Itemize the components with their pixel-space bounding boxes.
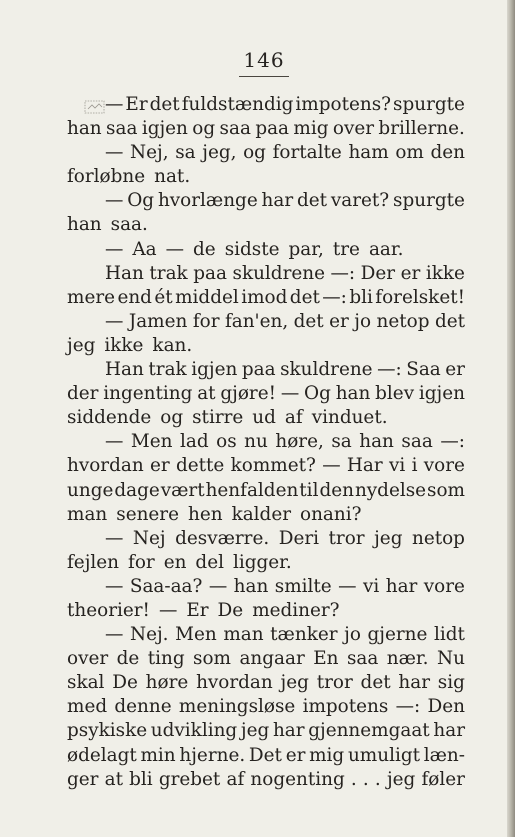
word: — <box>105 575 124 597</box>
word: det <box>434 310 465 332</box>
word: kalder <box>231 503 291 525</box>
word: netop <box>411 527 465 549</box>
text-line <box>67 262 465 286</box>
word: lad <box>179 431 209 453</box>
word: gjerne <box>367 624 428 646</box>
word: angaar <box>239 648 305 670</box>
text-line <box>67 358 465 382</box>
word: det <box>360 672 391 694</box>
word: ud <box>252 407 276 429</box>
text-line <box>67 623 465 647</box>
word: og <box>160 407 184 429</box>
word: saa <box>346 648 379 670</box>
word: jeg <box>374 527 403 549</box>
word: gjennemgaat <box>308 720 430 742</box>
word: jo <box>344 624 361 646</box>
word: tror <box>316 672 353 694</box>
text-line <box>67 310 465 334</box>
word: siddende <box>67 407 152 429</box>
word: — <box>280 383 300 405</box>
word: ingenting <box>103 383 193 405</box>
word: nydelse <box>354 479 427 501</box>
word: ger <box>67 768 99 790</box>
word: ligger. <box>232 551 292 573</box>
word: om <box>395 142 424 164</box>
word: er <box>445 359 465 381</box>
word: jeg, <box>202 142 237 164</box>
word: desværre. <box>175 527 270 549</box>
word: jeg <box>280 672 309 694</box>
word: ikke <box>425 262 465 284</box>
word: mig <box>293 118 329 140</box>
word: der <box>67 383 99 405</box>
word: Nej. <box>130 624 169 646</box>
page-edge-shadow <box>507 0 515 837</box>
text-line <box>67 744 465 768</box>
word: saa <box>401 431 433 453</box>
word: netop <box>376 310 430 332</box>
word: igjen <box>191 359 238 381</box>
word: onani? <box>300 503 362 525</box>
text-line <box>67 382 465 406</box>
word: har <box>385 575 418 597</box>
word: Nu <box>436 648 465 670</box>
word: bli <box>129 768 153 790</box>
word: umuligt <box>347 744 420 766</box>
word: os <box>216 431 237 453</box>
text-line <box>67 406 465 430</box>
body-text <box>67 93 465 792</box>
word: han <box>67 214 102 236</box>
word: stirre <box>192 407 244 429</box>
word: han <box>359 431 394 453</box>
text-line <box>67 165 465 189</box>
word: vært <box>160 479 205 501</box>
text-line <box>67 527 465 551</box>
word: er <box>150 455 170 477</box>
word: imod <box>241 286 288 308</box>
word: Deri <box>278 527 320 549</box>
word: tre <box>332 238 360 260</box>
word: — <box>322 455 341 477</box>
page-number-rule <box>239 76 289 77</box>
word: mediner? <box>252 599 340 621</box>
word: gjøre! <box>220 383 276 405</box>
word: saa. <box>110 214 148 236</box>
word: han <box>67 118 102 140</box>
word: den <box>430 142 465 164</box>
word: unge <box>67 479 114 501</box>
text-line <box>67 671 465 695</box>
word: Har <box>346 455 383 477</box>
word: De <box>217 599 244 621</box>
word: vi <box>363 575 380 597</box>
text-line <box>67 479 465 503</box>
word: —: <box>330 262 356 284</box>
word: ham <box>348 142 389 164</box>
word: skuldrene <box>280 359 373 381</box>
word: at <box>104 768 123 790</box>
word: sa <box>175 142 196 164</box>
word: jeg <box>240 720 270 742</box>
word: — <box>165 238 185 260</box>
word: af <box>284 407 303 429</box>
word: man <box>223 624 264 646</box>
word: Den <box>427 696 465 718</box>
word: man <box>67 503 108 525</box>
word: dette <box>176 455 225 477</box>
word: det <box>149 94 180 115</box>
word: — <box>105 431 124 453</box>
word: Nej, <box>130 142 169 164</box>
text-line <box>67 238 465 262</box>
word: Det <box>248 744 282 766</box>
text-line <box>67 93 465 117</box>
word: kommet? <box>230 455 316 477</box>
word: over <box>67 648 109 670</box>
text-line <box>67 599 465 623</box>
word: læn- <box>423 744 465 766</box>
word: føler <box>421 768 465 790</box>
word: smilte <box>274 575 332 597</box>
word: Saa <box>406 359 441 381</box>
text-line <box>67 334 465 358</box>
word: Han <box>105 262 144 284</box>
word: meningsløse <box>178 696 296 718</box>
word: Aa <box>132 238 157 260</box>
text-line <box>67 454 465 478</box>
word: trak <box>148 359 187 381</box>
page-number: 146 <box>243 48 285 72</box>
word: sidste <box>224 238 280 260</box>
word: vinduet. <box>311 407 388 429</box>
word: fan'en, <box>224 310 289 332</box>
word: dage <box>114 479 160 501</box>
word: han <box>335 383 371 405</box>
word: — <box>105 238 124 260</box>
word: mere <box>67 286 115 308</box>
word: aar. <box>368 238 404 260</box>
word: ikke <box>104 334 144 356</box>
word: bli <box>349 286 373 308</box>
word: og <box>243 142 266 164</box>
word: nat. <box>154 166 191 188</box>
word: Nej <box>132 527 166 549</box>
word: ødelagt <box>67 744 137 766</box>
word: theorier! <box>67 599 150 621</box>
word: fejlen <box>67 551 120 573</box>
word: henfalden <box>205 479 299 501</box>
text-line <box>67 719 465 743</box>
word: hen <box>187 503 223 525</box>
word: som <box>427 479 465 501</box>
word: er <box>400 262 421 284</box>
word: som <box>193 648 231 670</box>
word: Er <box>125 94 148 115</box>
word: ting <box>147 648 185 670</box>
text-line <box>67 647 465 671</box>
word: fuldstændig <box>181 94 294 115</box>
word: senere <box>116 503 179 525</box>
text-line <box>67 551 465 575</box>
word: hvordan <box>67 455 144 477</box>
word: Og <box>304 383 331 405</box>
word: saa <box>106 118 138 140</box>
word: i <box>411 455 418 477</box>
word: har <box>261 190 294 212</box>
word: vore <box>423 455 465 477</box>
word: de <box>193 238 216 260</box>
word: Men <box>175 624 217 646</box>
word: har <box>398 672 430 694</box>
word: — <box>105 142 124 164</box>
word: min <box>140 744 176 766</box>
word: Er <box>186 599 209 621</box>
word: De <box>112 672 138 694</box>
word: psykiske <box>67 720 148 742</box>
word: impotens <box>302 696 389 718</box>
word: er <box>285 744 306 766</box>
word: det <box>293 310 324 332</box>
word: —: <box>322 286 347 308</box>
word: vore <box>423 575 465 597</box>
word: hjerne. <box>179 744 246 766</box>
word: med <box>67 696 108 718</box>
word: forelsket! <box>375 286 465 308</box>
text-line <box>67 141 465 165</box>
text-line <box>67 503 465 527</box>
text-line <box>67 695 465 719</box>
word: — <box>105 190 124 212</box>
word: fortalte <box>272 142 342 164</box>
word: . <box>362 768 369 790</box>
word: kan. <box>152 334 193 356</box>
word: Men <box>130 431 173 453</box>
word: høre, <box>275 431 324 453</box>
word: den <box>319 479 354 501</box>
word: del <box>195 551 224 573</box>
word: til <box>299 479 319 501</box>
word: — <box>158 599 178 621</box>
word: hvordan <box>196 672 273 694</box>
text-line <box>67 575 465 599</box>
word: skuldrene <box>232 262 325 284</box>
word: det <box>289 286 320 308</box>
word: — <box>105 624 124 646</box>
word: spurgte <box>393 190 465 212</box>
text-line <box>67 117 465 141</box>
word: skal <box>67 672 105 694</box>
word: sig <box>437 672 465 694</box>
text-line <box>67 768 465 792</box>
text-line <box>67 430 465 454</box>
word: for <box>128 551 155 573</box>
word: af <box>226 768 245 790</box>
word: det <box>297 190 328 212</box>
word: hvorlænge <box>157 190 258 212</box>
text-line <box>67 189 465 213</box>
word: trak <box>149 262 188 284</box>
word: lidt <box>434 624 465 646</box>
word: sa <box>331 431 352 453</box>
word: paa <box>193 262 227 284</box>
word: — <box>338 575 357 597</box>
word: jeg <box>67 334 96 356</box>
word: forløbne <box>67 166 146 188</box>
word: igjen <box>418 383 465 405</box>
word: brillerne. <box>378 118 465 140</box>
word: de <box>116 648 140 670</box>
word: — <box>208 575 228 597</box>
word: blev <box>375 383 415 405</box>
word: han <box>233 575 269 597</box>
word: tænker <box>270 624 338 646</box>
word: —: <box>395 696 421 718</box>
word: jo <box>354 310 372 332</box>
word: denne <box>114 696 172 718</box>
word: Saa-aa? <box>129 575 203 597</box>
word: spurgte <box>393 94 465 115</box>
word: end <box>117 286 152 308</box>
text-line <box>67 213 465 237</box>
word: . <box>350 768 357 790</box>
text-line <box>67 286 465 310</box>
word: — <box>105 94 124 115</box>
word: paa <box>255 118 290 140</box>
word: impotens? <box>295 94 392 115</box>
word: —: <box>377 359 402 381</box>
word: og <box>192 118 216 140</box>
word: ét <box>154 286 173 308</box>
word: . <box>374 768 381 790</box>
word: at <box>197 383 216 405</box>
word: Jamen <box>128 310 188 332</box>
word: udvikling <box>150 720 238 742</box>
word: — <box>105 310 124 332</box>
word: par, <box>288 238 324 260</box>
word: har <box>433 720 465 742</box>
word: vi <box>389 455 406 477</box>
word: en <box>163 551 187 573</box>
word: En <box>313 648 339 670</box>
word: høre <box>145 672 189 694</box>
word: jeg <box>386 768 416 790</box>
word: grebet <box>158 768 221 790</box>
word: for <box>192 310 220 332</box>
word: igjen <box>141 118 188 140</box>
word: varet? <box>330 190 390 212</box>
word: nær. <box>386 648 429 670</box>
word: har <box>272 720 305 742</box>
word: Der <box>360 262 396 284</box>
word: paa <box>241 359 276 381</box>
word: middel <box>175 286 239 308</box>
word: nu <box>244 431 268 453</box>
word: mig <box>309 744 345 766</box>
word: tror <box>328 527 365 549</box>
word: saa <box>219 118 251 140</box>
word: —: <box>440 431 465 453</box>
word: Han <box>105 359 144 381</box>
word: over <box>332 118 375 140</box>
word: Og <box>127 190 155 212</box>
word: — <box>105 527 124 549</box>
word: er <box>329 310 349 332</box>
word: nogenting <box>250 768 345 790</box>
